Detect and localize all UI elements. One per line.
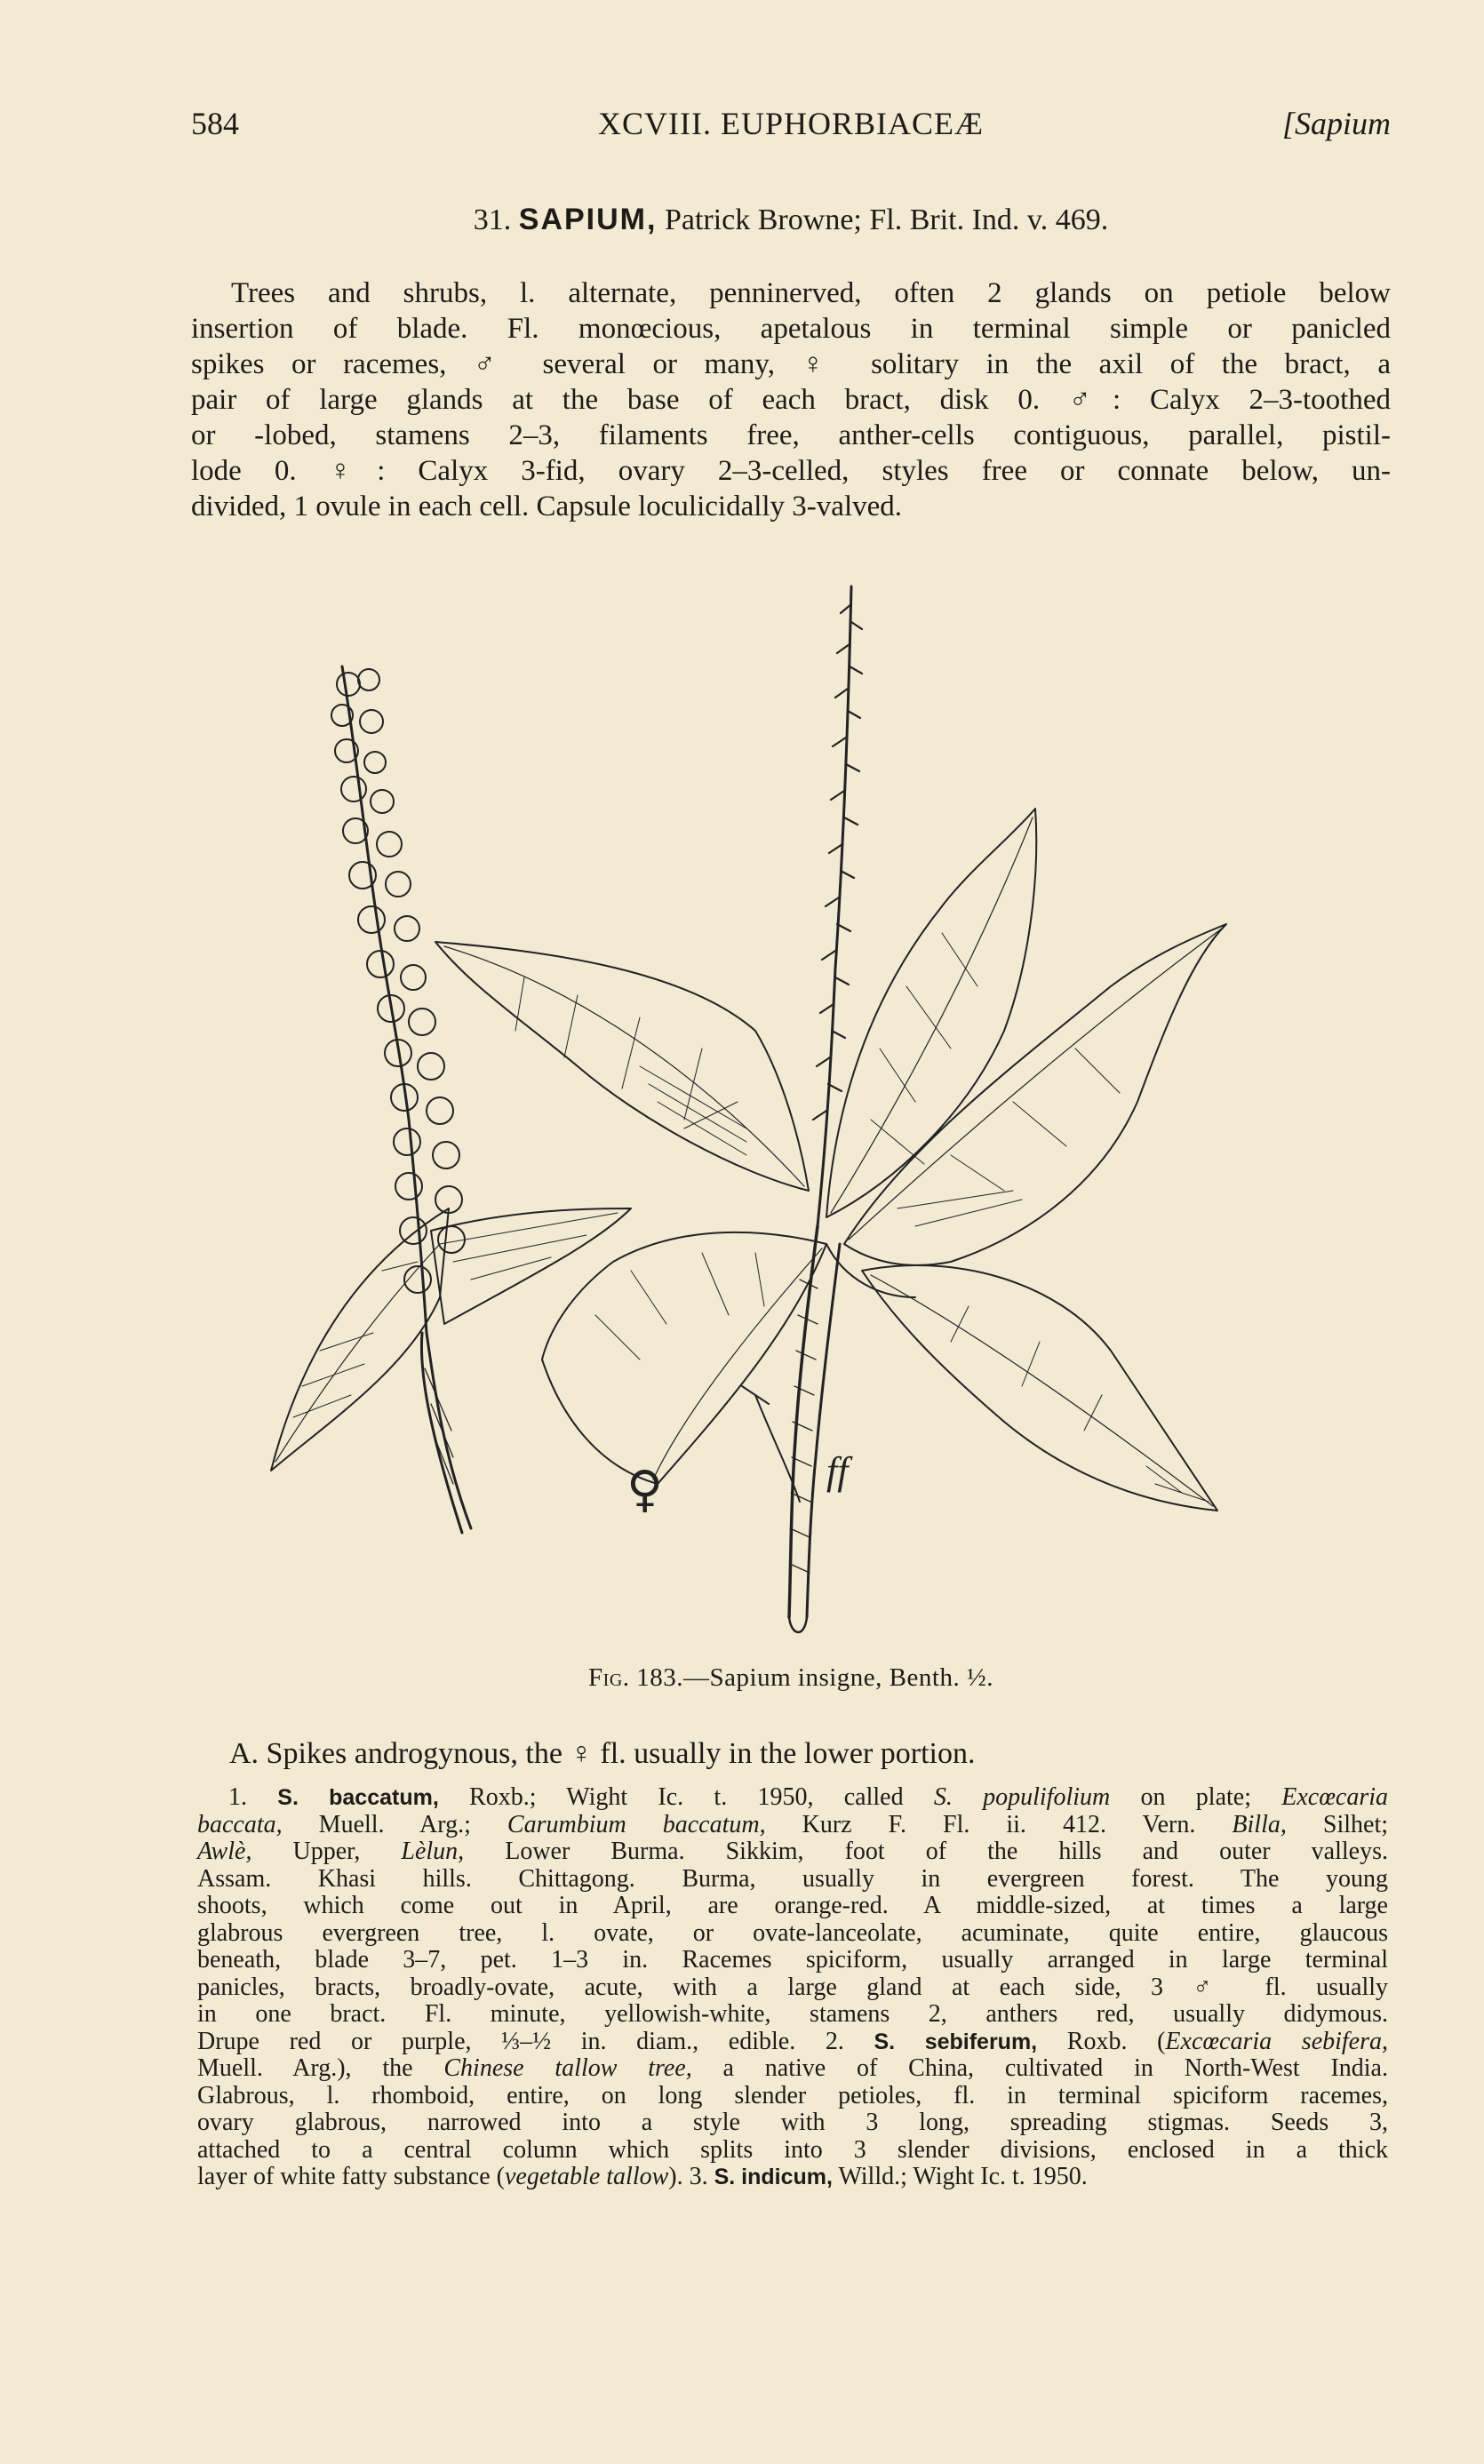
lower-right-leaf <box>862 1265 1217 1511</box>
species-name: S. indicum, <box>714 2165 833 2189</box>
species-name: S. baccatum, <box>277 1785 439 1810</box>
genus-description <box>191 275 1391 524</box>
figure-label: Fig. 183. <box>588 1663 684 1692</box>
species-line: baccata, Muell. Arg.; Carumbium baccatum, Kurz F. Fl. ii. 412. Vern. Billa, Silhet; <box>197 1810 1389 1838</box>
description-line: pair of large glands at the base of each bract, disk 0. ♂: Calyx 2–3-toothed <box>191 384 1391 416</box>
fruiting-branch-stem <box>421 1333 462 1533</box>
fruiting-branch-stem <box>342 666 471 1528</box>
species-line: Assam. Khasi hills. Chittagong. Burma, usually in evergreen forest. The young <box>197 1864 1388 1893</box>
sapium-insigne-drawing <box>258 569 1324 1662</box>
far-right-leaf <box>844 924 1226 1265</box>
species-line: Drupe red or purple, ⅓–½ in. diam., edible. 2. S. sebiferum, Roxb. (Excœcaria sebifera, <box>197 2027 1389 2055</box>
species-line: Muell. Arg.), the Chinese tallow tree, a native of China, cultivated in North-West India. <box>197 2054 1388 2082</box>
running-genus: [Sapium <box>1281 106 1391 141</box>
species-line: layer of white fatty substance (vegetable tallow). 3. S. indicum, Willd.; Wight Ic. t. 1950. <box>197 2163 1088 2190</box>
genus-name: SAPIUM, <box>518 203 658 236</box>
species-line: 1. S. baccatum, Roxb.; Wight Ic. t. 1950, called S. populifolium on plate; Excœcaria <box>228 1783 1389 1811</box>
description-line: or -lobed, stamens 2–3, filaments free, anther-cells contiguous, parallel, pistil- <box>191 419 1391 451</box>
genus-number: 31. <box>473 203 512 236</box>
drupe-cluster <box>331 669 465 1293</box>
species-line: beneath, blade 3–7, pet. 1–3 in. Racemes spiciform, usually arranged in large terminal <box>197 1946 1388 1974</box>
family-title: XCVIII. EUPHORBIACEÆ <box>598 106 984 141</box>
species-line: shoots, which come out in April, are orange-red. A middle-sized, at times a large <box>197 1892 1388 1919</box>
description-line: lode 0. ♀: Calyx 3-fid, ovary 2–3-celled, styles free or connate below, un- <box>191 455 1391 487</box>
botanical-illustration <box>258 569 1324 1662</box>
species-line: glabrous evergreen tree, l. ovate, or ovate-lanceolate, acuminate, quite entire, glaucous <box>197 1918 1388 1947</box>
species-line: Awlè, Upper, Lèlun, Lower Burma. Sikkim, foot of the hills and outer valleys. <box>197 1838 1388 1865</box>
running-head <box>191 105 1391 149</box>
description-line: Trees and shrubs, l. alternate, penninerved, often 2 glands on petiole below <box>231 277 1391 309</box>
species-text <box>197 1784 1388 2191</box>
genus-authority: Patrick Browne; Fl. Brit. Ind. v. 469. <box>664 203 1109 236</box>
description-line: divided, 1 ovule in each cell. Capsule loculicidally 3-valved. <box>191 490 903 522</box>
left-mid-leaf <box>431 1208 631 1324</box>
upper-left-leaf <box>435 942 809 1191</box>
figure-scale: ½. <box>966 1663 993 1692</box>
male-spike-axis <box>818 586 851 1226</box>
section-heading: A. Spikes androgynous, the ♀ fl. usually in the lower portion. <box>229 1737 976 1770</box>
female-symbol: ♀ <box>626 1461 663 1519</box>
figure-caption <box>191 1663 1391 1693</box>
species-line: ovary glabrous, narrowed into a style with 3 long, spreading stigmas. Seeds 3, <box>197 2109 1388 2136</box>
description-line: insertion of blade. Fl. monœcious, apetalous in terminal simple or panicled <box>191 313 1391 345</box>
species-line: panicles, bracts, broadly-ovate, acute, with a large gland at each side, 3 ♂ fl. usually <box>197 1973 1388 2001</box>
species-line: in one bract. Fl. minute, yellowish-white, stamens 2, anthers red, usually didymous. <box>197 2000 1388 2028</box>
species-name: S. sebiferum, <box>874 2029 1038 2054</box>
artist-mark: ff <box>826 1449 849 1493</box>
figure-species: —Sapium insigne, Benth. <box>683 1663 961 1692</box>
description-line: spikes or racemes, ♂ several or many, ♀ solitary in the axil of the bract, a <box>191 348 1391 380</box>
species-line: Glabrous, l. rhomboid, entire, on long slender petioles, fl. in terminal spiciform racemes, <box>197 2081 1388 2109</box>
species-line: attached to a central column which splits into 3 slender divisions, enclosed in a thick <box>197 2135 1388 2164</box>
genus-heading <box>191 203 1391 237</box>
page-number: 584 <box>191 106 239 141</box>
upper-right-leaf <box>826 809 1036 1217</box>
central-lower-leaf <box>542 1232 826 1484</box>
